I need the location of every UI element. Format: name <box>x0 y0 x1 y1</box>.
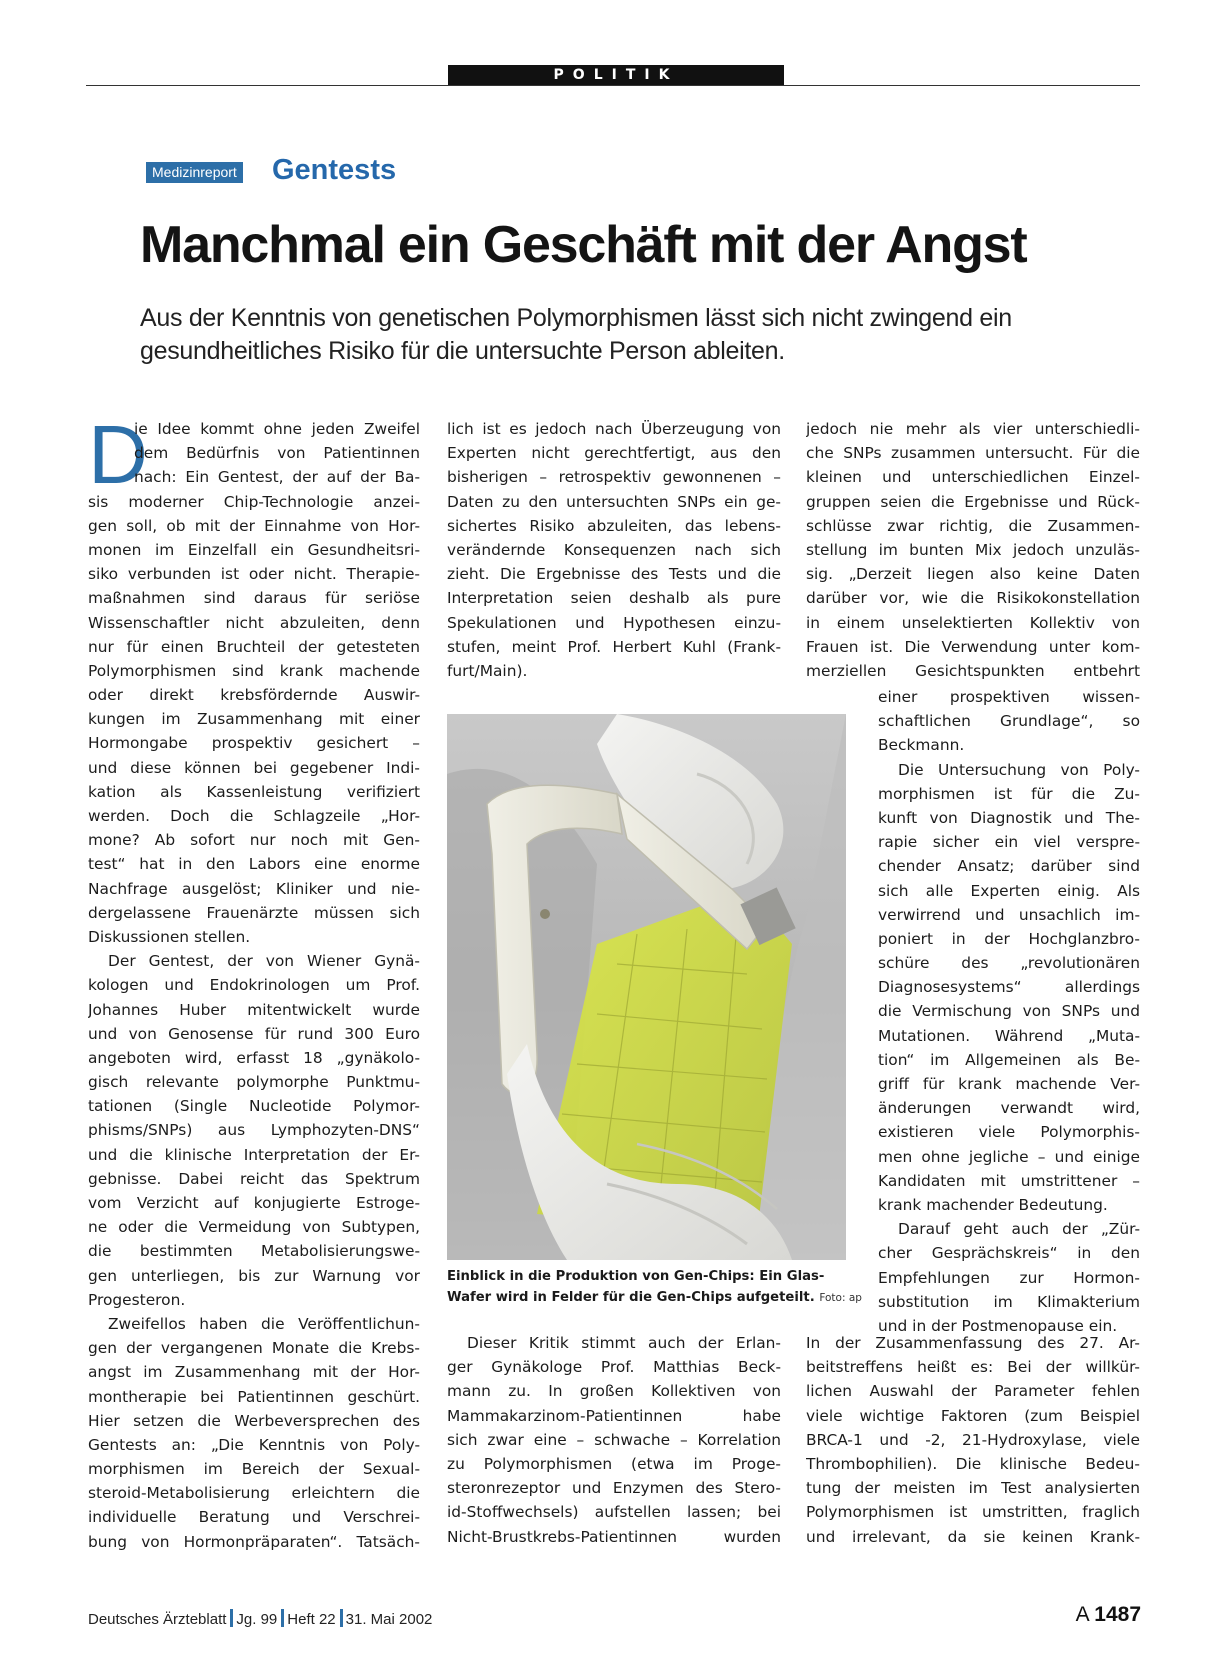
article-line: bung von Hormonpräparaten“. Tatsäch- <box>88 1532 420 1551</box>
article-line: men ohne jegliche – und einige <box>878 1147 1140 1166</box>
photo-caption <box>447 1266 862 1309</box>
article-line: gen der vergangenen Monate die Krebs- <box>88 1339 420 1358</box>
article-line: ie Idee kommt ohne jeden Zweifel <box>134 420 420 438</box>
footer-separator <box>340 1609 343 1627</box>
footer-separator <box>230 1609 233 1627</box>
article-line: poniert in der Hochglanzbro- <box>878 929 1140 948</box>
article-column-2 <box>447 417 781 683</box>
drop-cap: D <box>88 408 148 501</box>
article-line: id-Stoffwechsels) aufstellen lassen; bei <box>447 1503 781 1522</box>
page-number-value: 1487 <box>1094 1603 1141 1626</box>
caption-text: Wafer wird in Felder für die Gen-Chips aufgeteilt. <box>447 1290 815 1305</box>
article-line: test“ hat in den Labors eine enorme <box>88 855 420 874</box>
article-line: werden. Doch die Schlagzeile „Hor- <box>88 807 420 825</box>
article-line: Der Gentest, der von Wiener Gynä- <box>108 952 420 971</box>
article-line: In der Zusammenfassung des 27. Ar- <box>806 1334 1140 1352</box>
article-line: individuelle Beratung und Verschrei- <box>88 1508 420 1527</box>
article-line: sich alle Experten einig. Als <box>878 881 1140 900</box>
article-line: angst im Zusammenhang mit der Hor- <box>88 1363 420 1382</box>
article-line: rapie sicher ein viel verspre- <box>878 833 1140 852</box>
article-line: verwirrend und unsachlich im- <box>878 905 1140 924</box>
article-line: nach: Ein Gentest, der auf der Ba- <box>134 468 420 487</box>
page-prefix: A <box>1075 1603 1089 1626</box>
article-line: lich ist es jedoch nach Überzeugung von <box>447 420 781 438</box>
article-line: sichertes Risiko abzuleiten, das lebens- <box>447 516 781 535</box>
article-line: vom Verzicht auf konjugierte Estroge- <box>88 1194 420 1212</box>
article-line: gen soll, ob mit der Einnahme von Hor- <box>88 516 420 535</box>
article-line: stufen, meint Prof. Herbert Kuhl (Frank- <box>447 637 781 656</box>
header-rule <box>86 85 1140 86</box>
article-line: sich zwar eine – schwache – Korrelation <box>447 1430 781 1449</box>
article-line: Beckmann. <box>878 736 965 755</box>
article-line: gen unterliegen, bis zur Warnung vor <box>88 1266 420 1285</box>
article-line: Mutationen. Während „Muta- <box>878 1026 1140 1045</box>
article-line: Polymorphismen sind krank machende <box>88 661 420 680</box>
article-line: Polymorphismen ist umstritten, fraglich <box>806 1503 1140 1522</box>
article-line: und die klinische Interpretation der Er- <box>88 1145 420 1164</box>
article-line: kologen und Endokrinologen um Prof. <box>88 976 420 995</box>
article-line: dergelassene Frauenärzte müssen sich <box>88 903 420 922</box>
article-line: oder direkt krebsfördernde Auswir- <box>88 686 420 705</box>
article-line: gruppen seien die Ergebnisse und Rück- <box>806 492 1140 511</box>
article-line: substitution im Klimakterium <box>878 1292 1140 1311</box>
article-line: mone? Ab sofort nur noch mit Gen- <box>88 831 420 850</box>
article-line: jedoch nie mehr als vier unterschiedli- <box>806 420 1140 438</box>
article-column-3-narrow <box>878 685 1140 1338</box>
article-line: sig. „Derzeit liegen also keine Daten <box>806 565 1140 584</box>
article-line: und irrelevant, da sie keinen Krank- <box>806 1527 1140 1546</box>
article-line: tung der meisten im Test analysierten <box>806 1479 1140 1498</box>
article-line: und von Genosense für rund 300 Euro <box>88 1024 420 1043</box>
article-line: nur für einen Bruchteil der getesteten <box>88 637 420 656</box>
article-column-3-bottom <box>806 1331 1140 1549</box>
article-line: viele wichtige Faktoren (zum Beispiel <box>806 1406 1140 1425</box>
article-line: phisms/SNPs) aus Lymphozyten-DNS“ <box>88 1121 420 1140</box>
article-line: schüre des „revolutionären <box>878 954 1140 973</box>
article-line: mann zu. In großen Kollektiven von <box>447 1382 781 1401</box>
article-line: morphismen ist für die Zu- <box>878 784 1140 803</box>
article-line: monen im Einzelfall ein Gesundheitsri- <box>88 540 420 559</box>
article-line: montherapie bei Patientinnen geschürt. <box>88 1387 420 1406</box>
article-line: morphismen im Bereich der Sexual- <box>88 1460 420 1479</box>
article-line: ger Gynäkologe Prof. Matthias Beck- <box>447 1358 781 1377</box>
article-line: und in der Postmenopause ein. <box>878 1316 1118 1335</box>
headline: Manchmal ein Geschäft mit der Angst <box>140 216 1027 274</box>
article-line: Dieser Kritik stimmt auch der Erlan- <box>467 1334 781 1352</box>
footer-separator <box>281 1609 284 1627</box>
article-line: Wissenschaftler nicht abzuleiten, denn <box>88 613 420 632</box>
article-line: maßnahmen sind daraus für seriöse <box>88 589 420 608</box>
journal-issue: Heft 22 <box>287 1611 336 1628</box>
article-line: Die Untersuchung von Poly- <box>898 760 1140 779</box>
article-line: sis moderner Chip-Technologie anzei- <box>88 492 420 511</box>
article-line: kunft von Diagnostik und The- <box>878 808 1140 827</box>
issue-date: 31. Mai 2002 <box>345 1611 433 1628</box>
article-line: schaftlichen Grundlage“, so <box>878 712 1140 731</box>
article-line: Darauf geht auch der „Zür- <box>898 1220 1140 1239</box>
article-line: kation als Kassenleistung verifiziert <box>88 782 420 801</box>
journal-volume: Jg. 99 <box>236 1611 278 1628</box>
article-line: stellung im bunten Mix jedoch unzuläs- <box>806 540 1140 559</box>
article-line: Johannes Huber mitentwickelt wurde <box>88 1000 420 1019</box>
article-line: kungen im Zusammenhang mit einer <box>88 710 420 729</box>
article-line: Diskussionen stellen. <box>88 927 251 946</box>
section-label: POLITIK <box>448 65 784 86</box>
article-line: Empfehlungen zur Hormon- <box>878 1268 1140 1287</box>
article-line: Thrombophilien). Die klinische Bedeu- <box>806 1454 1140 1473</box>
lead-paragraph <box>140 302 1080 368</box>
article-line: Spekulationen und Hypothesen einzu- <box>447 613 781 632</box>
kicker-category: Medizinreport <box>146 162 243 183</box>
article-line: änderungen verwandt wird, <box>878 1099 1140 1118</box>
article-line: schlüsse zwar richtig, die Zusammen- <box>806 516 1140 535</box>
article-column-3 <box>806 417 1140 683</box>
article-line: Experten nicht gerechtfertigt, aus den <box>447 444 781 463</box>
kicker-topic: Gentests <box>272 154 397 186</box>
article-line: krank machender Bedeutung. <box>878 1195 1108 1214</box>
article-line: cher Gesprächskreis“ in den <box>878 1244 1140 1263</box>
article-line: einer prospektiven wissen- <box>878 688 1140 706</box>
article-line: ne oder die Vermeidung von Subtypen, <box>88 1218 420 1237</box>
article-line: siko verbunden ist oder nicht. Therapie- <box>88 565 420 584</box>
article-line: BRCA-1 und -2, 21-Hydroxylase, viele <box>806 1430 1140 1449</box>
article-line: chender Ansatz; darüber sind <box>878 857 1140 876</box>
footer <box>88 1609 432 1628</box>
article-line: in einem unselektierten Kollektiv von <box>806 613 1140 632</box>
article-line: steronrezeptor und Enzymen des Stero- <box>447 1479 781 1498</box>
article-line: darüber vor, wie die Risikokonstellation <box>806 589 1140 608</box>
article-line: Kandidaten mit umstrittener – <box>878 1171 1140 1190</box>
article-line: Hier setzen die Werbeversprechen des <box>88 1411 420 1430</box>
article-line: tion“ im Allgemeinen als Be- <box>878 1050 1140 1069</box>
article-line: zu Polymorphismen (etwa im Proge- <box>447 1454 781 1473</box>
article-line: gebnisse. Dabei reicht das Spektrum <box>88 1169 420 1188</box>
article-line: Mammakarzinom-Patientinnen habe <box>447 1406 781 1425</box>
gen-chip-wafer-photo <box>447 714 846 1260</box>
lead-line: Aus der Kenntnis von genetischen Polymorphismen lässt sich nicht zwingend ein <box>140 304 1012 332</box>
article-line: bisherigen – retrospektiv gewonnenen – <box>447 468 781 487</box>
article-column-1 <box>88 408 420 1554</box>
article-photo <box>447 714 846 1260</box>
article-line: zieht. Die Ergebnisse des Tests und die <box>447 565 781 584</box>
photo-credit: Foto: ap <box>819 1292 862 1304</box>
article-line: Zweifellos haben die Veröffentlichun- <box>108 1314 420 1333</box>
lead-line: gesundheitliches Risiko für die untersuchte Person ableiten. <box>140 337 785 365</box>
article-line: Diagnosesystems“ allerdings <box>878 978 1140 997</box>
page-number <box>1076 1603 1141 1627</box>
article-line: Progesteron. <box>88 1290 186 1309</box>
article-line: steroid-Metabolisierung erleichtern die <box>88 1484 420 1503</box>
article-line: furt/Main). <box>447 661 528 680</box>
article-line: Daten zu den untersuchten SNPs ein ge- <box>447 492 781 511</box>
article-line: gisch relevante polymorphe Punktmu- <box>88 1073 420 1092</box>
journal-name: Deutsches Ärzteblatt <box>88 1611 227 1628</box>
article-line: angeboten wird, erfasst 18 „gynäkolo- <box>88 1048 420 1067</box>
article-line: die Vermischung von SNPs und <box>878 1002 1140 1021</box>
article-line: und diese können bei gegebener Indi- <box>88 758 420 777</box>
article-line: griff für krank machende Ver- <box>878 1075 1140 1093</box>
article-line: kleinen und unterschiedlichen Einzel- <box>806 468 1140 487</box>
article-column-2-bottom <box>447 1331 781 1549</box>
article-line: Interpretation seien deshalb als pure <box>447 589 781 608</box>
caption-line <box>447 1287 862 1309</box>
article-line: che SNPs zusammen untersucht. Für die <box>806 444 1140 463</box>
article-line: Nicht-Brustkrebs-Patientinnen wurden <box>447 1527 781 1546</box>
article-line: Gentests an: „Die Kenntnis von Poly- <box>88 1435 420 1454</box>
article-line: dem Bedürfnis von Patientinnen <box>134 444 420 463</box>
article-line: die bestimmten Metabolisierungswe- <box>88 1242 420 1261</box>
article-line: beitstreffens heißt es: Bei der willkür- <box>806 1358 1140 1377</box>
caption-line: Einblick in die Produktion von Gen-Chips: Ein Glas- <box>447 1269 825 1284</box>
article-line: verändernde Konsequenzen nach sich <box>447 540 781 559</box>
article-line: merziellen Gesichtspunkten entbehrt <box>806 661 1140 680</box>
article-line: tationen (Single Nucleotide Polymor- <box>88 1097 420 1116</box>
article-line: lichen Auswahl der Parameter fehlen <box>806 1382 1140 1401</box>
article-line: Nachfrage ausgelöst; Kliniker und nie- <box>88 879 420 898</box>
article-line: Hormongabe prospektiv gesichert – <box>88 734 420 753</box>
article-line: existieren viele Polymorphis- <box>878 1123 1140 1142</box>
article-line: Frauen ist. Die Verwendung unter kom- <box>806 637 1140 656</box>
